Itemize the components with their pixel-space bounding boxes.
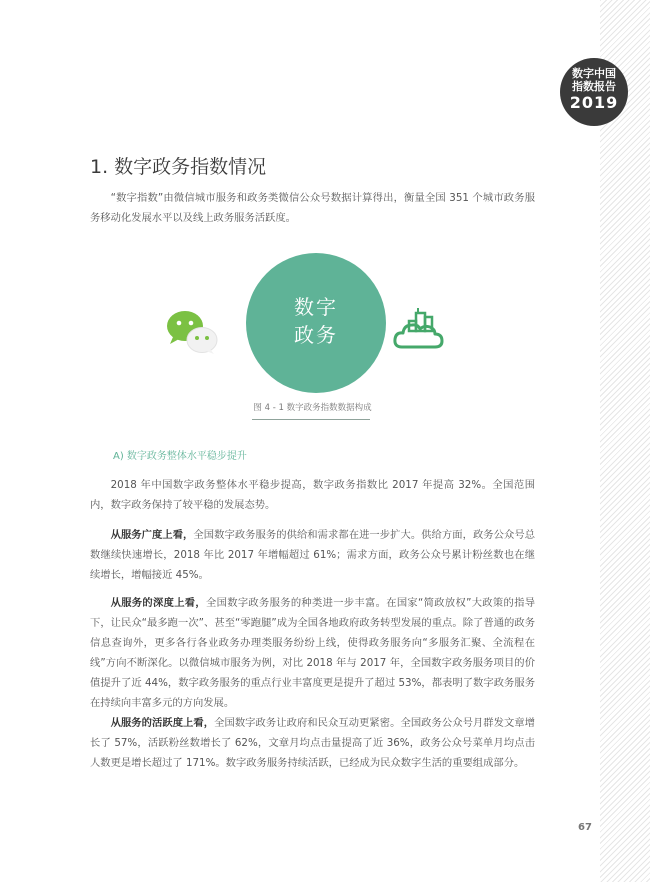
paragraph-breadth bbox=[90, 525, 535, 585]
circle-text-line1: 数字 bbox=[294, 295, 338, 319]
paragraph-activity bbox=[90, 713, 535, 773]
circle-text-line2: 政务 bbox=[294, 323, 338, 347]
paragraph-overall: 2018 年中国数字政务整体水平稳步提高，数字政务指数比 2017 年提高 32%。全国范围内，数字政务保持了较平稳的发展态势。 bbox=[90, 479, 535, 511]
badge-line2: 指数报告 bbox=[572, 80, 616, 93]
paragraph-breadth-body: 全国数字政务服务的供给和需求都在进一步扩大。供给方面，政务公众号总数继续快速增长，2018 年比 2017 年增幅超过 61%；需求方面，政务公众号累计粉丝数也在继续增长，增幅接近 45%。 bbox=[90, 529, 536, 581]
figure-caption: 图 4 - 1 数字政务指数数据构成 bbox=[253, 403, 372, 413]
intro-paragraph: “数字指数”由微信城市服务和政务类微信公众号数据计算得出，衡量全国 351 个城市政务服务移动化发展水平以及线上政务服务活跃度。 bbox=[90, 192, 535, 224]
badge-line1: 数字中国 bbox=[572, 67, 616, 80]
paragraph-depth-body: 全国数字政务服务的种类进一步丰富。在国家“简政放权”大政策的指导下，让民众“最多跑一次”、甚至“零跑腿”成为全国各地政府政务转型发展的重点。除了普通的政务信息查询外，更多各行各业政务办理类服务纷纷上线，使得政务服务向“多服务汇聚、全流程在线”方向不断深化。以微信城市服务为例，对比 2018 年与 2017 年，全国数字政务服务项目的价值提升了近 44%，数字政务服务的重点行业丰富度更是提升了超过 53%，都表明了数字政务服务在持续向丰富多元的方向发展。 bbox=[90, 597, 536, 709]
paragraph-activity-body: 全国数字政务让政府和民众互动更紧密。全国政务公众号月群发文章增长了 57%，活跃粉丝数增长了 62%，文章月均点击量提高了近 36%，政务公众号菜单月均点击人数更是增长超过了 171%。数字政务服务持续活跃，已经成为民众数字生活的重要组成部分。 bbox=[90, 717, 536, 769]
subsection-title: A) 数字政务整体水平稳步提升 bbox=[113, 451, 247, 462]
paragraph-depth-lead: 从服务的深度上看， bbox=[110, 597, 207, 609]
digital-government-circle bbox=[246, 253, 386, 393]
wechat-icon bbox=[163, 306, 221, 356]
caption-underline bbox=[252, 419, 370, 420]
paragraph-depth bbox=[90, 593, 535, 713]
city-cloud-icon bbox=[392, 303, 444, 353]
section-title: 1. 数字政务指数情况 bbox=[90, 156, 267, 178]
page-number: 67 bbox=[578, 822, 592, 833]
report-badge bbox=[560, 58, 628, 126]
badge-year: 2019 bbox=[569, 93, 619, 112]
paragraph-breadth-lead: 从服务广度上看， bbox=[110, 529, 194, 541]
paragraph-activity-lead: 从服务的活跃度上看， bbox=[110, 717, 215, 729]
decorative-hatch-strip bbox=[600, 0, 650, 882]
